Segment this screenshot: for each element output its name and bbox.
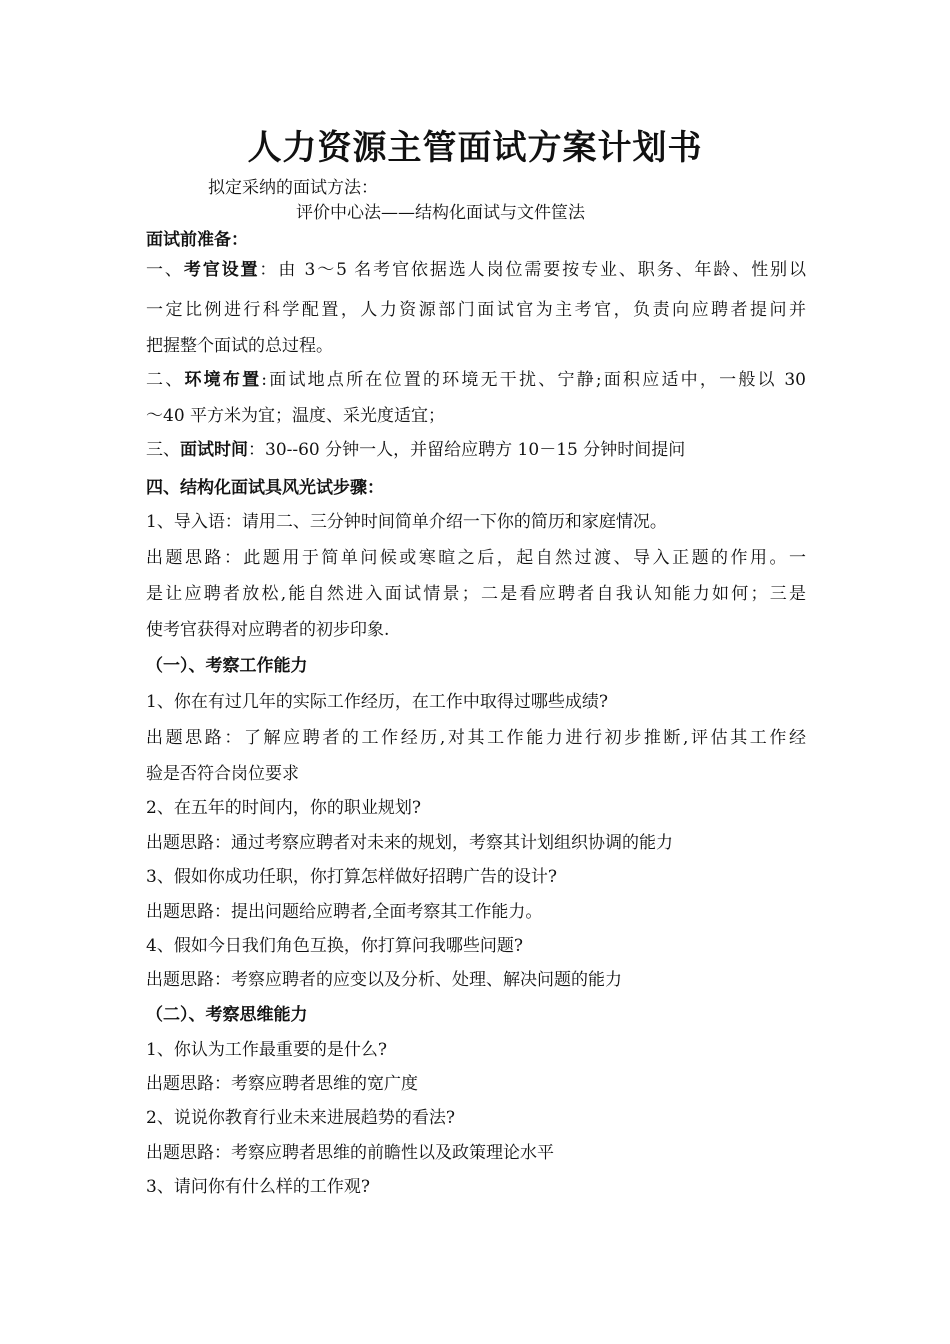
intro-idea-line1: 出题思路：此题用于简单问候或寒暄之后，起自然过渡、导入正题的作用。一: [146, 548, 806, 568]
item1-text1: ：由 3～5 名考官依据选人岗位需要按专业、职务、年龄、性别以: [259, 260, 806, 280]
section2-q2: 2、说说你教育行业未来进展趋势的看法?: [146, 1108, 455, 1128]
item1-num: 一、: [146, 260, 184, 280]
section1-q4: 4、假如今日我们角色互换，你打算问我哪些问题?: [146, 936, 523, 956]
item1-line2: 一定比例进行科学配置，人力资源部门面试官为主考官，负责向应聘者提问并: [146, 300, 806, 320]
item2-line2: ～40 平方米为宜；温度、采光度适宜；: [146, 406, 446, 426]
item3-num: 三、: [146, 440, 180, 460]
method-value: 评价中心法——结构化面试与文件筐法: [296, 203, 585, 223]
item2-num: 二、: [146, 370, 185, 390]
section2-q3: 3、请问你有什么样的工作观?: [146, 1177, 370, 1197]
item3-label: 面试时间: [180, 440, 248, 460]
item2-line1: [146, 368, 806, 392]
method-label: 拟定采纳的面试方法：: [208, 178, 378, 198]
item2-label: 环境布置: [184, 370, 262, 390]
item1-line1: [146, 258, 806, 282]
section1-q3: 3、假如你成功任职，你打算怎样做好招聘广告的设计?: [146, 867, 557, 887]
section1-a1-line1: 出题思路：了解应聘者的工作经历,对其工作能力进行初步推断,评估其工作经: [146, 728, 806, 748]
item3-line: [146, 438, 685, 462]
section1-q2: 2、在五年的时间内，你的职业规划?: [146, 798, 421, 818]
intro-idea-line3: 使考官获得对应聘者的初步印象.: [146, 620, 390, 640]
intro-question: 1、导入语：请用二、三分钟时间简单介绍一下你的简历和家庭情况。: [146, 512, 667, 532]
section1-a2: 出题思路：通过考察应聘者对未来的规划，考察其计划组织协调的能力: [146, 833, 673, 853]
item3-text: ：30--60 分钟一人，并留给应聘方 10－15 分钟时间提问: [248, 440, 686, 460]
section2-heading: （二）、考察思维能力: [146, 1005, 308, 1025]
prep-heading: 面试前准备：: [146, 230, 248, 250]
intro-idea-line2: 是让应聘者放松,能自然进入面试情景；二是看应聘者自我认知能力如何；三是: [146, 584, 806, 604]
section1-a3: 出题思路：提出问题给应聘者,全面考察其工作能力。: [146, 902, 543, 922]
item1-label: 考官设置: [183, 260, 260, 280]
section1-heading: （一）、考察工作能力: [146, 656, 308, 676]
item1-line3: 把握整个面试的总过程。: [146, 336, 333, 356]
section1-q1: 1、你在有过几年的实际工作经历，在工作中取得过哪些成绩?: [146, 692, 608, 712]
item2-text1: :面试地点所在位置的环境无干扰、宁静;面积应适中，一般以 30: [261, 370, 807, 390]
document-title: 人力资源主管面试方案计划书: [247, 128, 703, 168]
section2-q1: 1、你认为工作最重要的是什么?: [146, 1040, 387, 1060]
item4-heading: 四、结构化面试具风光试步骤：: [146, 478, 384, 498]
section1-a1-line2: 验是否符合岗位要求: [146, 764, 299, 784]
section2-a1: 出题思路：考察应聘者思维的宽广度: [146, 1074, 418, 1094]
section2-a2: 出题思路：考察应聘者思维的前瞻性以及政策理论水平: [146, 1143, 554, 1163]
section1-a4: 出题思路：考察应聘者的应变以及分析、处理、解决问题的能力: [146, 970, 622, 990]
